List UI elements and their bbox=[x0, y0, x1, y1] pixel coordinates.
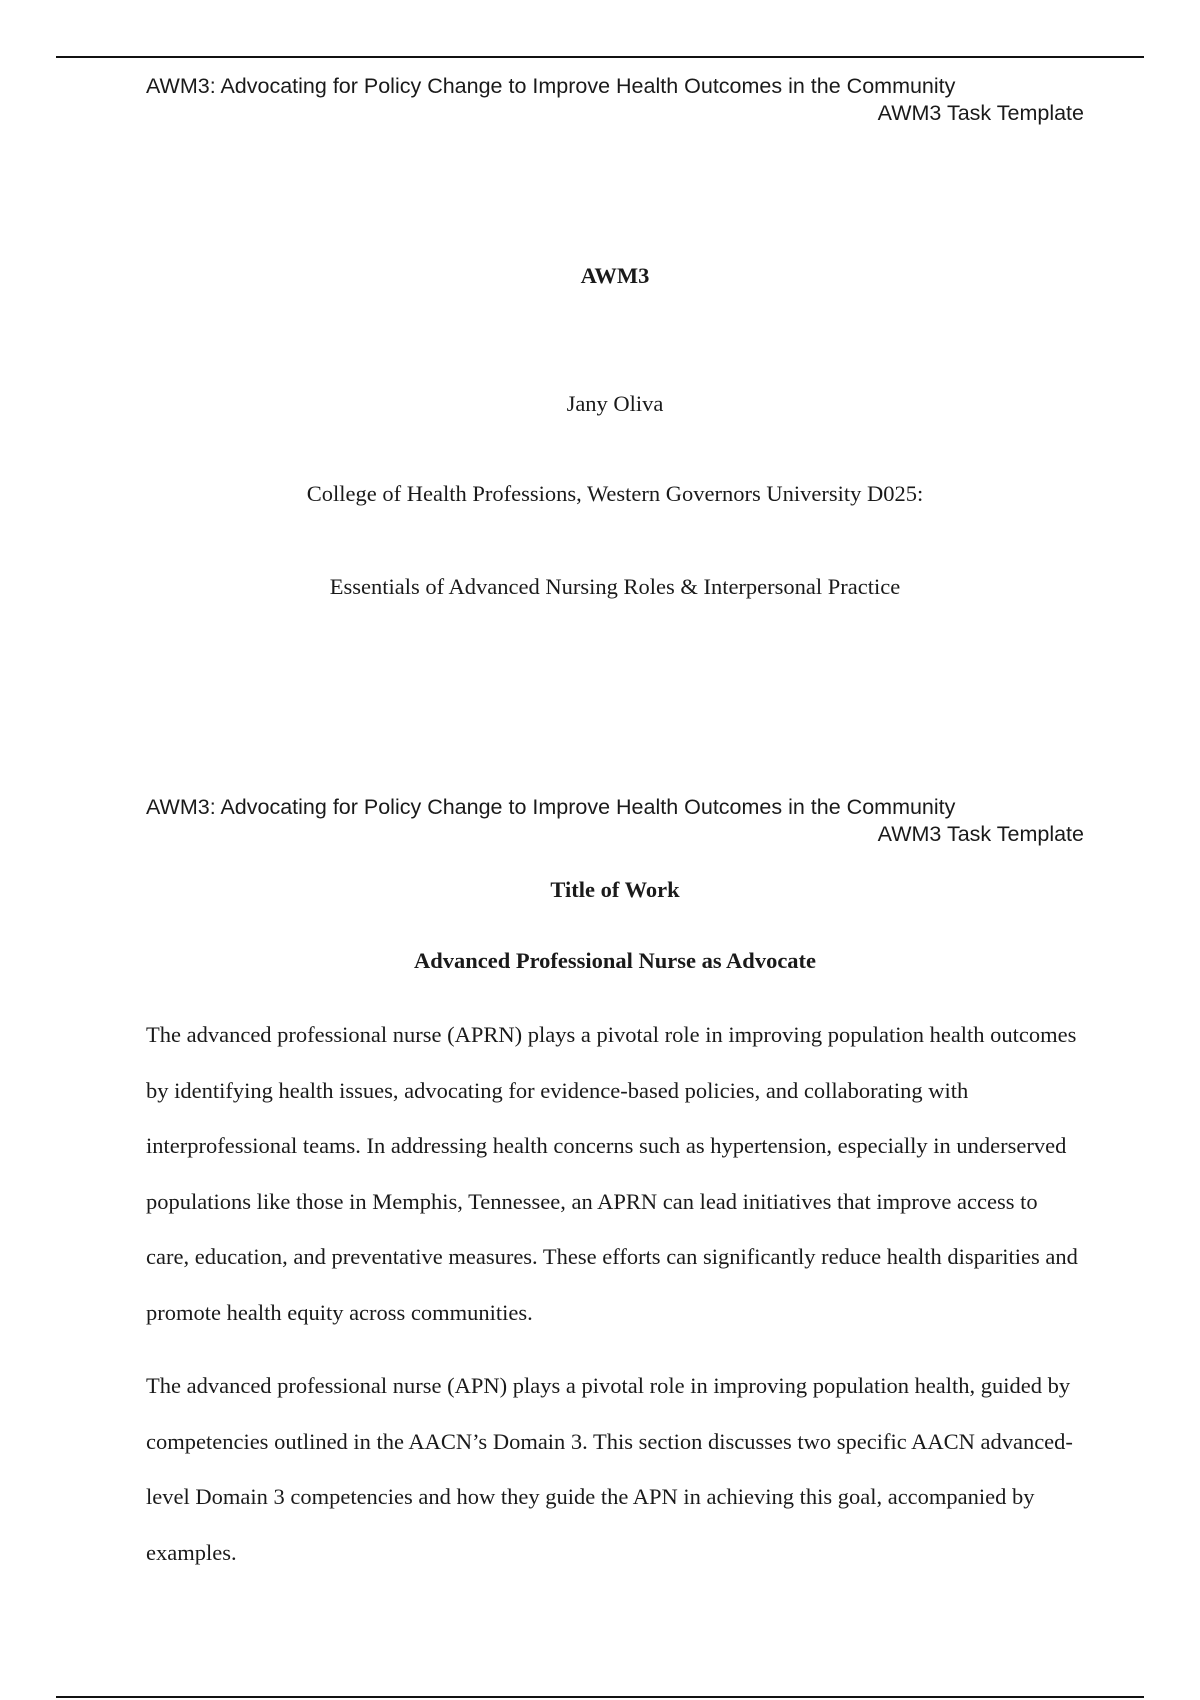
top-rule bbox=[56, 56, 1144, 58]
running-head-title: AWM3: Advocating for Policy Change to Improve Health Outcomes in the Community bbox=[146, 795, 956, 819]
work-title: Title of Work bbox=[550, 877, 680, 902]
section-heading: Advanced Professional Nurse as Advocate bbox=[413, 948, 817, 973]
cover-author: Jany Oliva bbox=[566, 391, 664, 416]
running-head-subtitle: AWM3 Task Template bbox=[877, 822, 1084, 846]
body-paragraph: The advanced professional nurse (APN) plays a pivotal role in improving population health, guided by competencies outlined in the AACN’s Domain 3. This section discusses two specific AACN advanced-level Domain 3 competencies and how they guide the APN in achieving this goal, accompanied by examples. bbox=[146, 1373, 1073, 1565]
cover-course: Essentials of Advanced Nursing Roles & Interpersonal Practice bbox=[329, 574, 901, 599]
cover-college: College of Health Professions, Western Governors University D025: bbox=[306, 481, 924, 506]
running-head-title: AWM3: Advocating for Policy Change to Improve Health Outcomes in the Community bbox=[146, 74, 956, 98]
bottom-rule bbox=[56, 1696, 1144, 1698]
body-paragraph: The advanced professional nurse (APRN) plays a pivotal role in improving population health outcomes by identifying health issues, advocating for evidence-based policies, and collaborating with interprofessional teams. In addressing health concerns such as hypertension, especially in underserved populations like those in Memphis, Tennessee, an APRN can lead initiatives that improve access to care, education, and preventative measures. These efforts can significantly reduce health disparities and promote health equity across communities. bbox=[146, 1022, 1078, 1325]
running-head-subtitle: AWM3 Task Template bbox=[877, 101, 1084, 125]
cover-title: AWM3 bbox=[580, 263, 650, 288]
running-head-page-2 bbox=[146, 794, 1084, 848]
running-head bbox=[146, 73, 1084, 127]
